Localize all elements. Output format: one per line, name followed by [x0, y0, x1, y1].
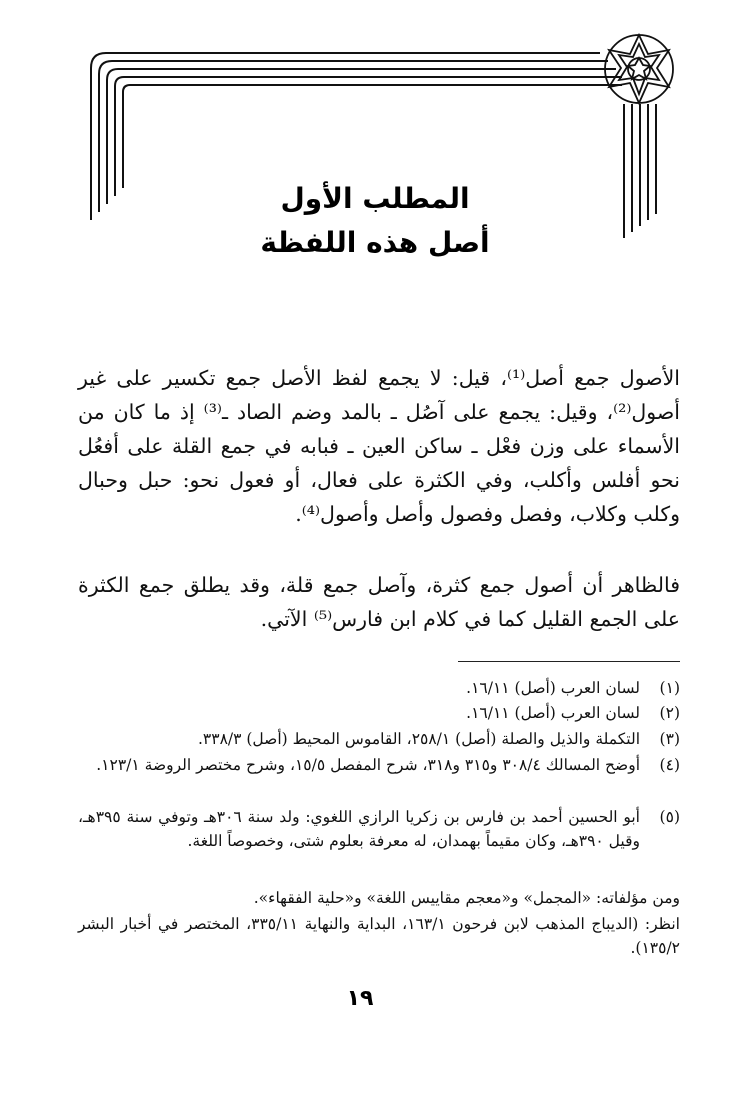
footnote [78, 676, 680, 700]
section-title: المطلب الأول [280, 182, 470, 215]
footnote-text: لسان العرب (أصل) ١٦/١١. [466, 704, 640, 722]
section-subtitle: أصل هذه اللفظة [260, 226, 490, 259]
footnote-number: (٣) [659, 730, 680, 748]
footnote-text: التكملة والذيل والصلة (أصل) ٢٥٨/١، القاموس المحيط (أصل) ٣٣٨/٣. [197, 730, 640, 748]
footnote-text: أبو الحسين أحمد بن فارس بن زكريا الرازي اللغوي: ولد سنة ٣٠٦هـ وتوفي سنة ٣٩٥هـ، وقيل ٣٩٠هـ، وكان مقيماً بهمدان، له معرفة بعلوم شتى، وخصوصاً اللغة. [78, 808, 640, 850]
footnote-continuation-references: انظر: (الديباج المذهب لابن فرحون ١٦٣/١، البداية والنهاية ٣٣٥/١١، المختصر في أخبار البشر ١٣٥/٢). [78, 915, 680, 957]
footnote-number: (٤) [659, 756, 680, 774]
footnote [78, 753, 680, 777]
footnote-text: لسان العرب (أصل) ١٦/١١. [466, 679, 640, 697]
footnote-number: (٥) [659, 808, 680, 826]
footnote-divider [458, 661, 680, 662]
footnote [78, 701, 680, 725]
footnote [78, 727, 680, 751]
footnote [78, 805, 680, 853]
page-number: ١٩ [346, 986, 374, 1011]
footnote-continuation-works: ومن مؤلفاته: «المجمل» و«معجم مقاييس اللغة» و«حلية الفقهاء». [253, 889, 680, 907]
footnote-number: (٢) [659, 704, 680, 722]
body-paragraph: فالظاهر أن أصول جمع كثرة، وآصل جمع قلة، وقد يطلق جمع الكثرة على الجمع القليل كما في كلام ابن فارس⁽⁵⁾ الآتي. [78, 573, 680, 631]
footnote-text: أوضح المسالك ٣٠٨/٤ و٣١٥ و٣١٨، شرح المفصل ١٥/٥، وشرح مختصر الروضة ١٢٣/١. [96, 756, 640, 774]
body-paragraph: الأصول جمع أصل⁽¹⁾، قيل: لا يجمع لفظ الأصل جمع تكسير على غير أصول⁽²⁾، وقيل: يجمع على آصُل ـ بالمد وضم الصاد ـ⁽³⁾ إذ ما كان من الأسماء على وزن فعْل ـ ساكن العين ـ فبابه في جمع القلة على أفعُل نحو أفلس وأكلب، وفي الكثرة على فعال، أو فعول نحو: حبل وحبال وكلب وكلاب، وفصل وفصول وأصل وأصول⁽⁴⁾. [78, 366, 680, 526]
footnote-number: (١) [659, 679, 680, 697]
